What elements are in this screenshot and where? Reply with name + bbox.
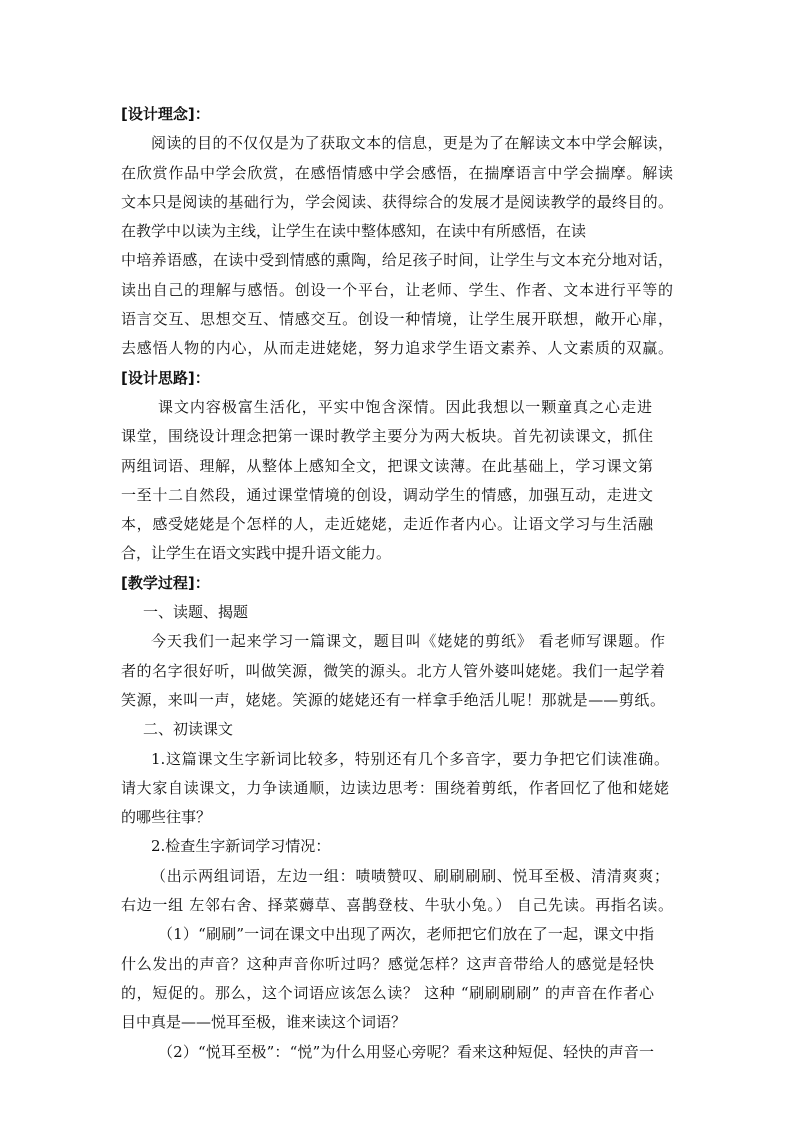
paragraph-line: 两组词语、理解，从整体上感知全文，把课文读薄。在此基础上，学习课文第 <box>121 456 653 475</box>
paragraph-line: （1）“刷刷”一词在课文中出现了两次，老师把它们放在了一起，课文中指 <box>158 925 654 944</box>
paragraph-line: 的哪些往事？ <box>121 808 212 827</box>
paragraph-line: 什么发出的声音？这种声音你听过吗？感觉怎样？这声音带给人的感觉是轻快 <box>121 954 654 973</box>
paragraph-line: 在教学中以读为主线，让学生在读中整体感知，在读中有所感悟，在读 <box>121 222 587 241</box>
paragraph-line: 请大家自读课文，力争读通顺，边读边思考：围绕着剪纸，作者回忆了他和姥姥 <box>121 778 669 797</box>
document-body <box>121 100 673 1067</box>
paragraph-line: 合，让学生在语文实践中提升语文能力。 <box>121 544 392 563</box>
paragraph-line: 中培养语感，在读中受到情感的熏陶，给足孩子时间，让学生与文本充分地对话， <box>121 251 673 270</box>
paragraph-line: 课堂，围绕设计理念把第一课时教学主要分为两大板块。首先初读课文，抓住 <box>121 427 653 446</box>
paragraph-line: 文本只是阅读的基础行为，学会阅读、获得综合的发展才是阅读教学的最终目的。 <box>121 192 673 211</box>
paragraph-line: 1.这篇课文生字新词比较多，特别还有几个多音字，要力争把它们读准确。 <box>151 749 669 768</box>
section-title: 一、读题、揭题 <box>143 603 249 622</box>
paragraph-line: 一至十二自然段，通过课堂情境的创设，调动学生的情感，加强互动，走进文 <box>121 485 653 504</box>
paragraph-line: 去感悟人物的内心，从而走进姥姥，努力追求学生语文素养、人文素质的双赢。 <box>121 339 673 358</box>
paragraph-line: 阅读的目的不仅仅是为了获取文本的信息，更是为了在解读文本中学会解读， <box>151 134 673 153</box>
heading-design-concept: [设计理念]： <box>121 105 210 123</box>
section-title: 二、初读课文 <box>143 720 234 739</box>
paragraph-line: 的，短促的。那么，这个词语应该怎么读？ 这种 “刷刷刷刷” 的声音在作者心 <box>121 983 654 1002</box>
paragraph-line: 今天我们一起来学习一篇课文，题目叫《姥姥的剪纸》 看老师写课题。作 <box>151 632 665 651</box>
heading-design-approach: [设计思路]： <box>121 368 210 387</box>
heading-teaching-process: [教学过程]： <box>121 573 210 592</box>
paragraph-line: 者的名字很好听，叫做笑源，微笑的源头。北方人管外婆叫姥姥。我们一起学着 <box>121 661 665 680</box>
paragraph-line: （出示两组词语，左边一组：啧啧赞叹、刷刷刷刷、悦耳至极、清清爽爽； <box>151 866 669 885</box>
list-item: 2.检查生字新词学习情况： <box>151 837 331 856</box>
paragraph-line: 在欣赏作品中学会欣赏，在感悟情感中学会感悟，在揣摩语言中学会揣摩。解读 <box>121 163 673 182</box>
paragraph-line: 目中真是——悦耳至极，谁来读这个词语？ <box>121 1013 407 1032</box>
paragraph-line: 读出自己的理解与感悟。创设一个平台，让老师、学生、作者、文本进行平等的 <box>121 280 673 299</box>
paragraph-line: 课文内容极富生活化，平实中饱含深情。因此我想以一颗童真之心走进 <box>158 397 652 416</box>
paragraph-line: 语言交互、思想交互、情感交互。创设一种情境，让学生展开联想，敞开心扉， <box>121 310 673 329</box>
paragraph-line: 右边一组 左邻右舍、择菜薅草、喜鹊登枝、牛驮小兔。） 自己先读。再指名读。 <box>121 896 673 915</box>
paragraph-line: （2）“悦耳至极”：“悦”为什么用竖心旁呢？看来这种短促、轻快的声音一 <box>158 1042 654 1061</box>
paragraph-line: 笑源，来叫一声，姥姥。笑源的姥姥还有一样拿手绝活儿呢！那就是——剪纸。 <box>121 690 665 709</box>
paragraph-line: 本，感受姥姥是个怎样的人，走近姥姥，走近作者内心。让语文学习与生活融 <box>121 515 653 534</box>
